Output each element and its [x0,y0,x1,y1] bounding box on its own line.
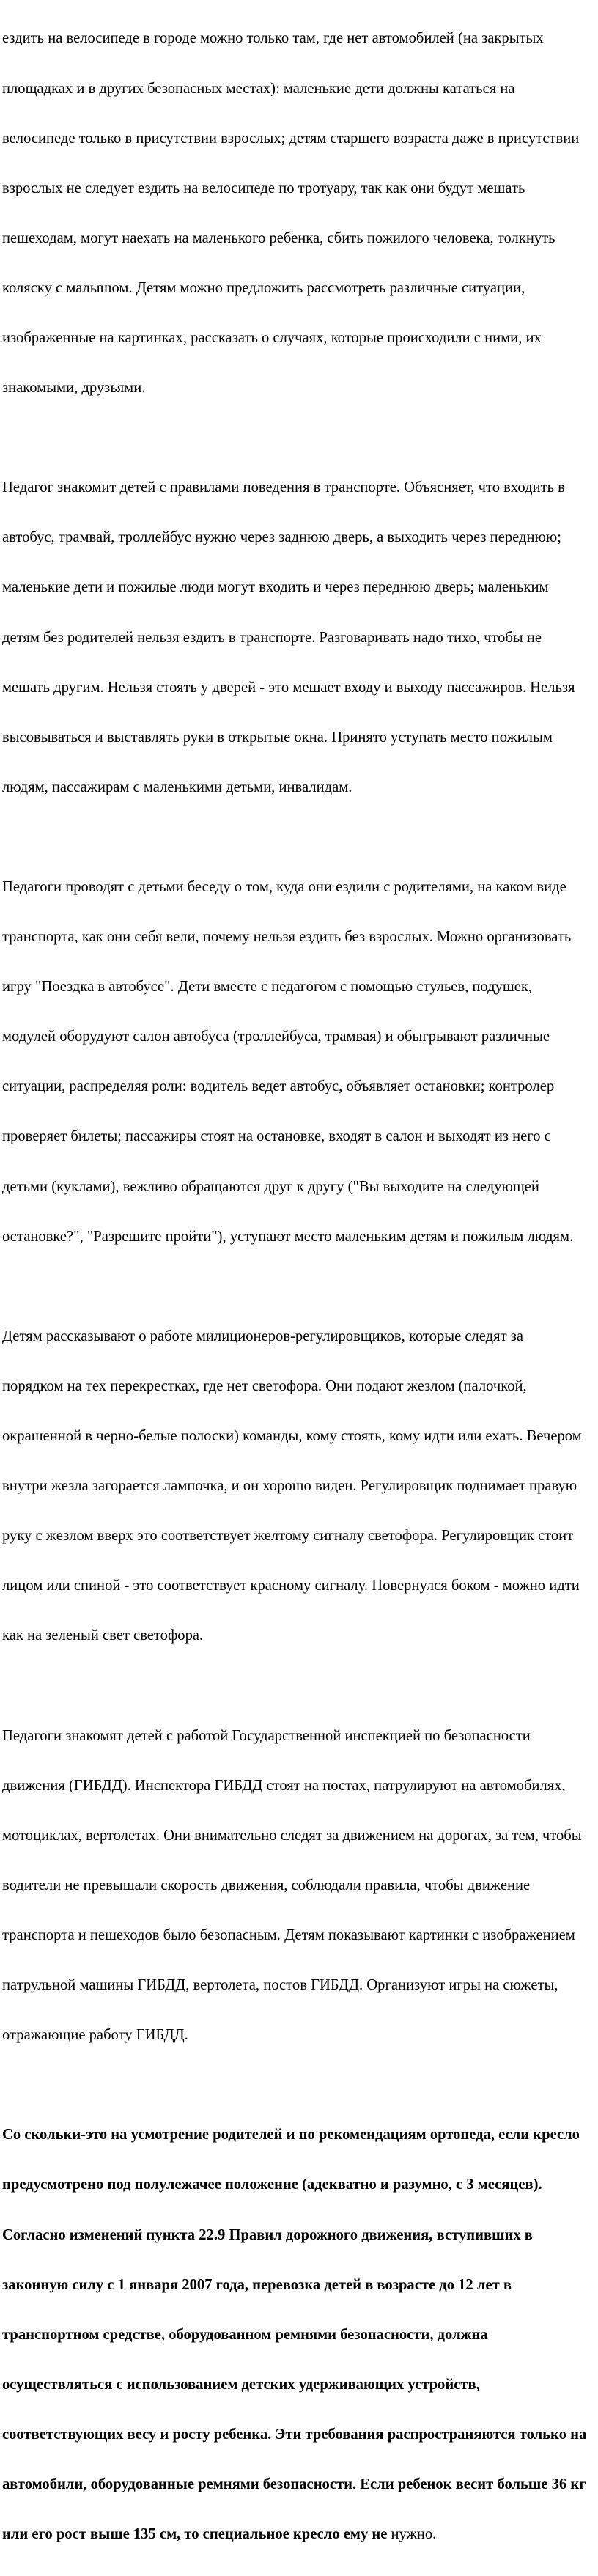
text-line: транспорта и пешеходов было безопасным. Детям показывают картинки с изображением [2,1927,575,1943]
text-line: руку с жезлом вверх это соответствует желтому сигналу светофора. Регулировщик стоит [2,1528,574,1545]
text-line-normal-tail: нужно. [387,2526,437,2543]
text-line: остановке?", "Разрешите пройти"), уступают место маленьким детям и пожилым людям. [2,1228,574,1245]
text-line: Педагоги знакомят детей с работой Государственной инспекцией по безопасности [2,1727,531,1744]
paragraph-gap [2,2077,598,2094]
text-line: отражающие работу ГИБДД. [2,2027,188,2044]
paragraph-gibdd [2,1694,598,2077]
text-line: транспортном средстве, оборудованном ремнями безопасности, должна [2,2326,488,2343]
text-line: Со скольки-это на усмотрение родителей и по рекомендациям ортопеда, если кресло [2,2127,580,2143]
text-line: мотоциклах, вертолетах. Они внимательно следят за движением на дорогах, за тем, чтобы [2,1827,582,1844]
text-line: коляску с малышом. Детям можно предложить рассмотреть различные ситуации, [2,279,525,296]
text-line: детьми (куклами), вежливо обращаются друг к другу ("Вы выходите на следующей [2,1178,539,1195]
text-line: Педагоги проводят с детьми беседу о том, куда они ездили с родителями, на каком виде [2,879,566,895]
paragraph-child-seat-rules [2,2094,598,2576]
text-line: окрашенной в черно-белые полоски) команды, кому стоять, кому идти или ехать. Вечером [2,1428,582,1445]
text-line: пешеходам, могут наехать на маленького ребенка, сбить пожилого человека, толкнуть [2,229,555,246]
text-line: модулей оборудуют салон автобуса (троллейбуса, трамвая) и обыгрывают различные [2,1028,550,1045]
text-line: велосипеде только в присутствии взрослых; детям старшего возраста даже в присутствии [2,130,580,147]
text-line: Согласно изменений пункта 22.9 Правил дорожного движения, вступивших в [2,2226,533,2243]
paragraph-bicycle-rules [2,0,598,430]
text-line: автобус, трамвай, троллейбус нужно через заднюю дверь, а выходить через переднюю; [2,529,562,546]
text-line: как на зеленый свет светофора. [2,1627,204,1644]
text-line: Педагог знакомит детей с правилами поведения в транспорте. Объясняет, что входить в [2,479,565,496]
text-line: порядком на тех перекрестках, где нет светофора. Они подают жезлом (палочкой, [2,1377,527,1394]
text-line: игру "Поездка в автобусе". Дети вместе с педагогом с помощью стульев, подушек, [2,979,533,996]
text-line-bold-part: или его рост выше 135 см, то специальное кресло ему не [2,2526,388,2543]
text-line: автомобили, оборудованные ремнями безопасности. Если ребенок весит больше 36 кг [2,2476,586,2492]
text-line: маленькие дети и пожилые люди могут входить и через переднюю дверь; маленьким [2,579,549,596]
text-line: осуществляться с использованием детских удерживающих устройств, [2,2376,480,2393]
text-line: мешать другим. Нельзя стоять у дверей - это мешает входу и выходу пассажиров. Нельзя [2,679,575,696]
text-line: ситуации, распределяя роли: водитель ведет автобус, объявляет остановки; контролер [2,1078,555,1095]
text-line: внутри жезла загорается лампочка, и он хорошо виден. Регулировщик поднимает правую [2,1478,577,1495]
text-line: площадках и в других безопасных местах): маленькие дети должны кататься на [2,80,515,97]
paragraph-traffic-controllers [2,1295,598,1677]
text-line: транспорта, как они себя вели, почему нельзя ездить без взрослых. Можно организовать [2,929,572,946]
paragraph-gap [2,1278,598,1295]
text-line-last [2,2526,598,2543]
text-line: ездить на велосипеде в городе можно только там, где нет автомобилей (на закрытых [2,30,544,47]
paragraph-gap [2,430,598,446]
text-line: предусмотрено под полулежачее положение (адекватно и разумно, с 3 месяцев). [2,2176,542,2193]
text-line: высовываться и выставлять руки в открытые окна. Принято уступать место пожилым [2,729,553,746]
text-line: лицом или спиной - это соответствует красному сигналу. Повернулся боком - можно идти [2,1578,580,1594]
text-line: изображенные на картинках, рассказать о случаях, которые происходили с ними, их [2,329,542,346]
paragraph-gap [2,829,598,846]
text-line: движения (ГИБДД). Инспектора ГИБДД стоят на постах, патрулируют на автомобилях, [2,1777,566,1794]
text-line: людям, пассажирам с маленькими детьми, инвалидам. [2,779,352,795]
text-line: Детям рассказывают о работе милиционеров-регулировщиков, которые следят за [2,1328,524,1344]
text-line: водители не превышали скорость движения, соблюдали правила, чтобы движение [2,1877,531,1894]
text-line: патрульной машины ГИБДД, вертолета, постов ГИБДД. Организуют игры на сюжеты, [2,1977,558,1994]
text-line: взрослых не следует ездить на велосипеде по тротуару, так как они будут мешать [2,180,525,196]
paragraph-bus-game [2,846,598,1278]
text-line: законную силу с 1 января 2007 года, перевозка детей в возрасте до 12 лет в [2,2276,512,2293]
paragraph-transport-behavior [2,446,598,829]
text-line: проверяет билеты; пассажиры стоят на остановке, входят в салон и выходят из него с [2,1128,551,1145]
text-line: соответствующих весу и росту ребенка. Эти требования распространяются только на [2,2426,587,2443]
text-line: детям без родителей нельзя ездить в транспорте. Разговаривать надо тихо, чтобы не [2,629,542,646]
paragraph-gap [2,1678,598,1695]
text-line: знакомыми, друзьями. [2,380,146,397]
